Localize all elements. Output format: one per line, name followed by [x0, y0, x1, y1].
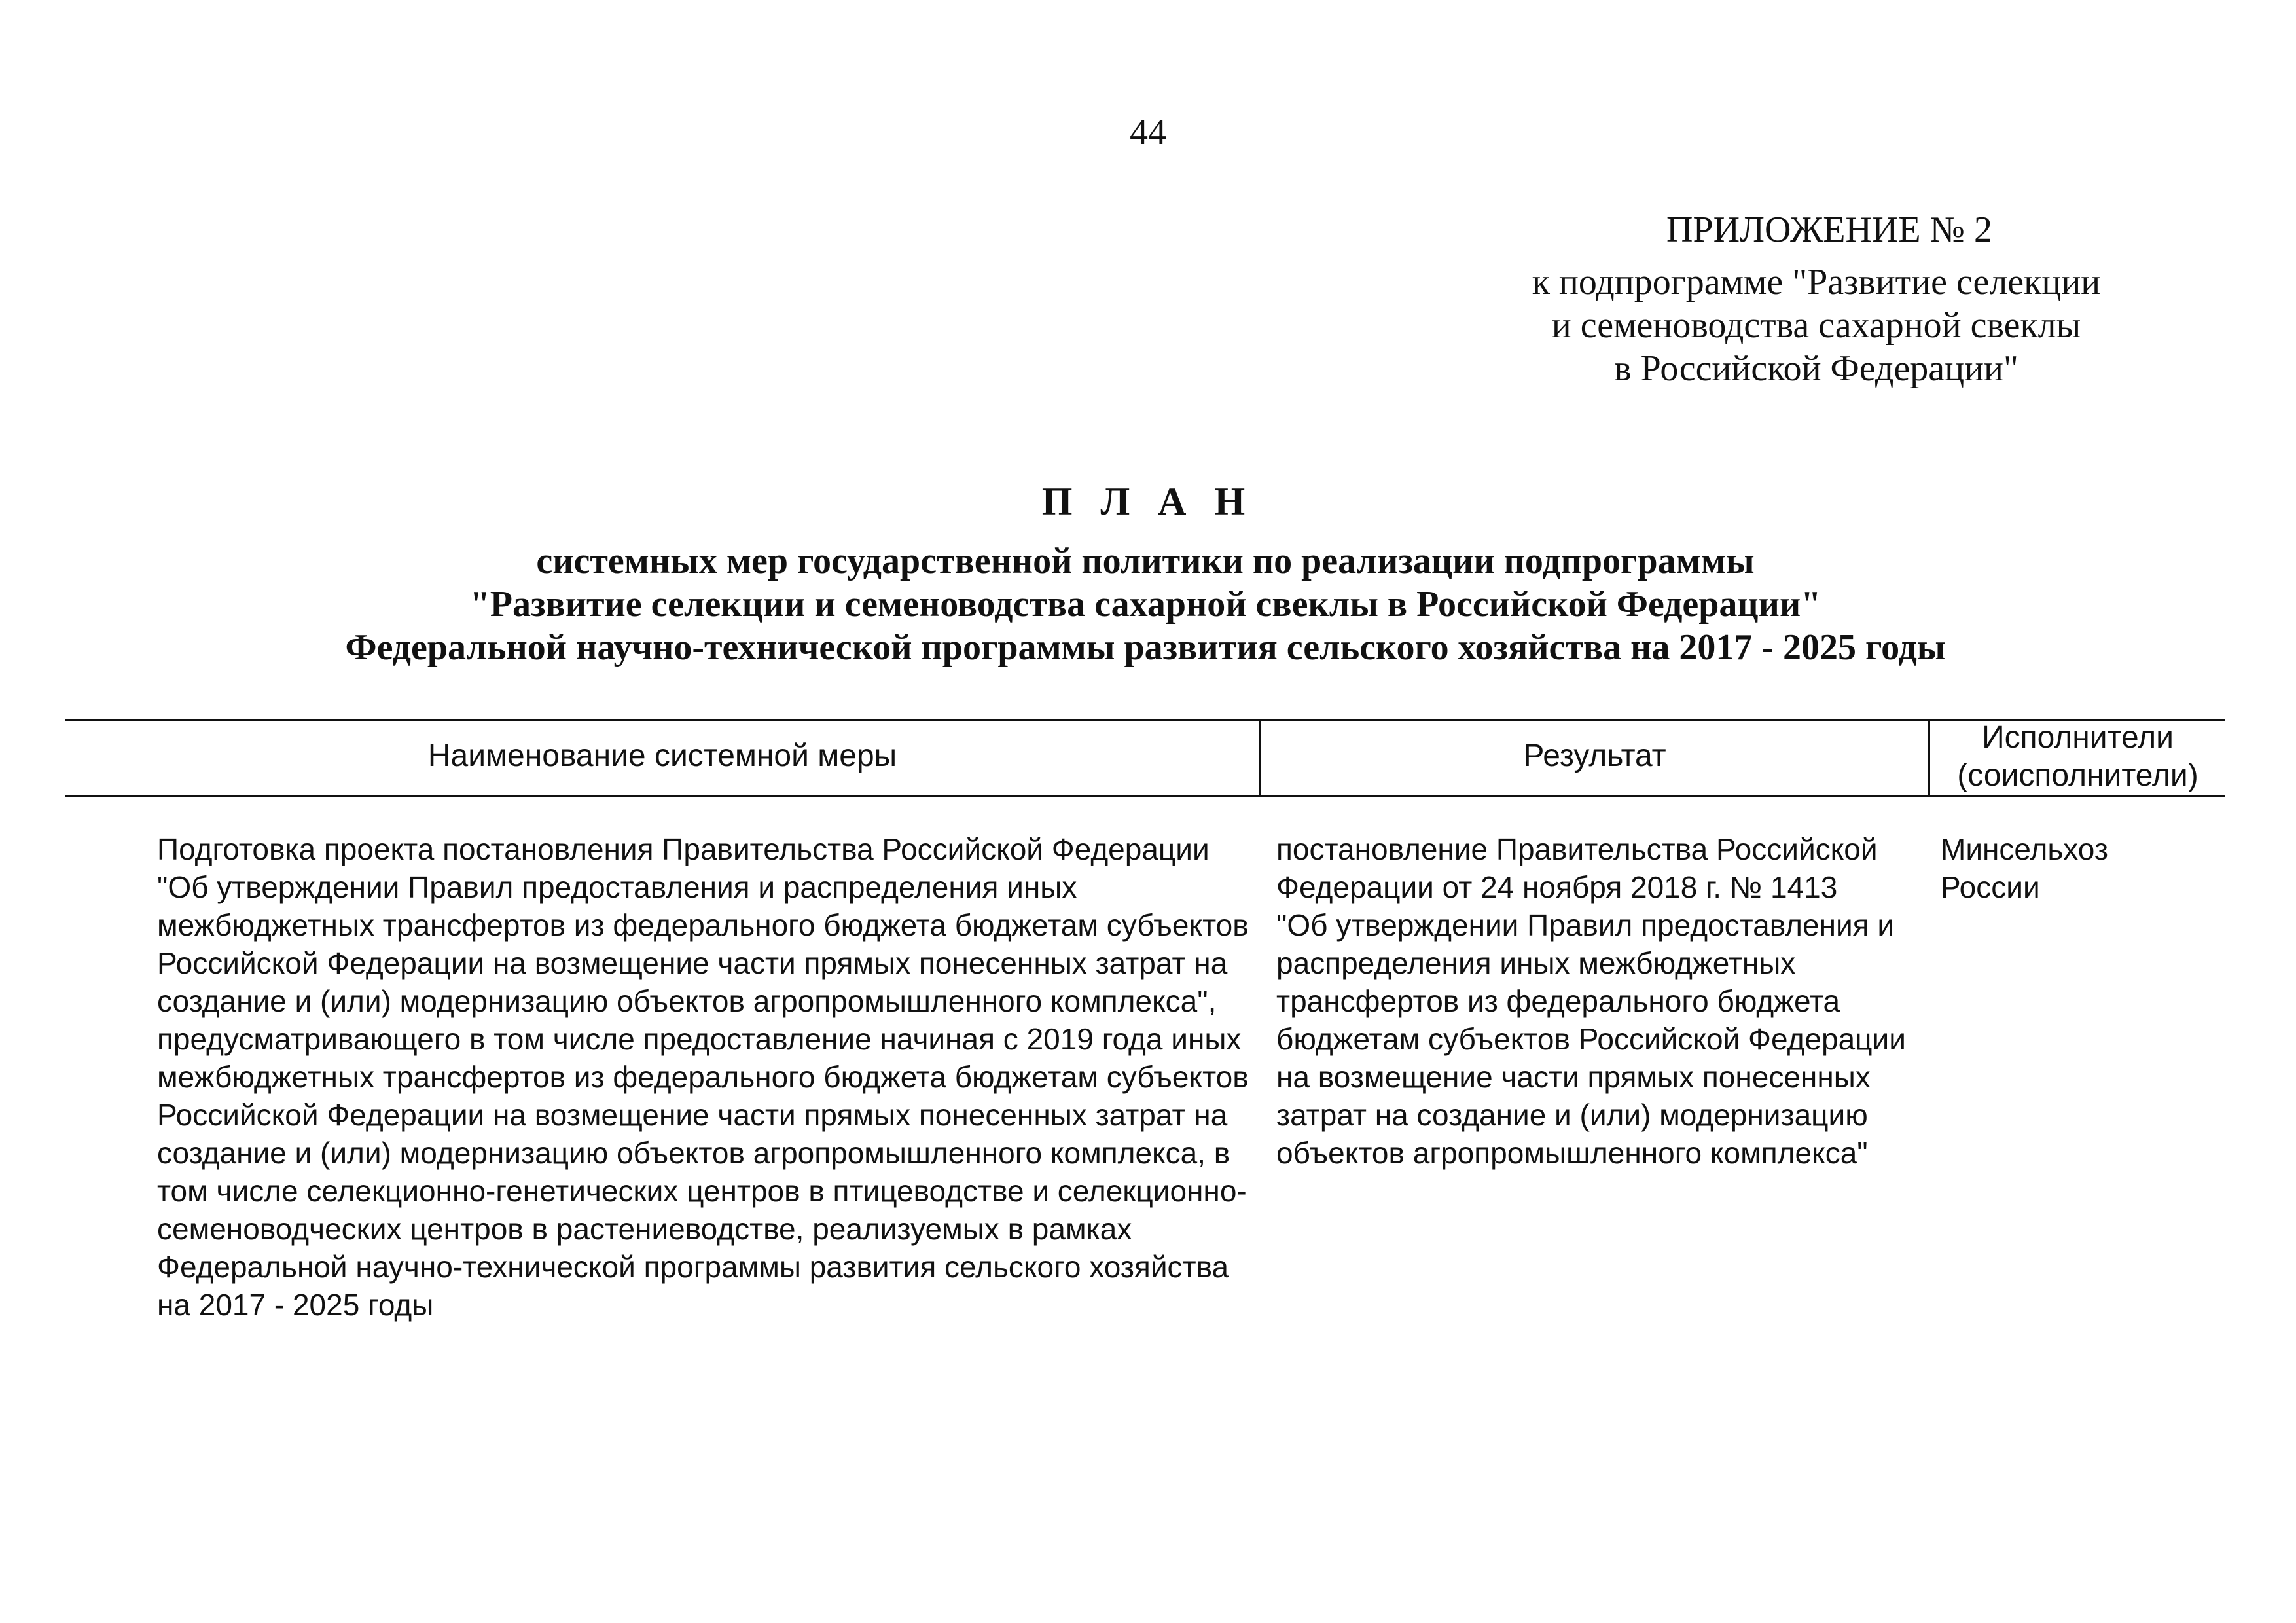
- table-cell-executors: Минсельхоз России: [1941, 832, 2108, 904]
- column-header-result: Результат: [1523, 739, 1666, 773]
- column-header-executors-line-1: Исполнители: [1982, 720, 2174, 755]
- plan-subtitle-line-1: системных мер государственной политики по реализации подпрограммы: [536, 541, 1755, 581]
- plan-subtitle-line-2: "Развитие селекции и семеноводства сахарной свеклы в Российской Федерации": [469, 584, 1821, 625]
- plan-title-text: П Л А Н: [1041, 480, 1255, 523]
- page-number: 44: [1130, 112, 1166, 153]
- table-top-rule: [65, 719, 2225, 721]
- column-header-measure: Наименование системной меры: [427, 739, 897, 773]
- column-header-executors: [1930, 719, 2225, 795]
- plan-subtitle-line-3: Федеральной научно-технической программы развития сельского хозяйства на 2017 - 2025 годы: [345, 627, 1946, 668]
- appendix-number: ПРИЛОЖЕНИЕ № 2: [1666, 210, 1992, 250]
- column-header-executors-line-2: (соисполнители): [1957, 758, 2198, 793]
- appendix-line-1: к подпрограмме "Развитие селекции: [1532, 262, 2101, 302]
- appendix-line-3: в Российской Федерации": [1614, 348, 2018, 389]
- plan-subtitle: [196, 539, 2094, 669]
- appendix-header: [1460, 208, 2173, 390]
- table-header-bottom-rule: [65, 795, 2225, 797]
- appendix-line-2: и семеноводства сахарной свеклы: [1551, 305, 2081, 346]
- table-cell-measure: Подготовка проекта постановления Правительства Российской Федерации "Об утверждении Правил предоставления и распределения иных межбюджетных трансфертов из федерального бюджета бюджетам субъектов Российской Федерации на возмещение части прямых понесенных затрат на создание и (или) модернизацию объектов агропромышленного комплекса", предусматривающего в том числе предоставление начиная с 2019 года иных межбюджетных трансфертов из федерального бюджета бюджетам субъектов Российской Федерации на возмещение части прямых понесенных затрат на создание и (или) модернизацию объектов агропромышленного комплекса, в том числе селекционно-генетических центров в птицеводстве и селекционно- семеноводческих центров в растениеводстве, реализуемых в рамках Федеральной научно-технической программы развития сельского хозяйства на 2017 - 2025 годы: [157, 832, 1249, 1322]
- plan-title: [0, 478, 2296, 525]
- table-cell-result: постановление Правительства Российской Федерации от 24 ноября 2018 г. № 1413 "Об утверждении Правил предоставления и распределения иных межбюджетных трансфертов из федерального бюджета бюджетам субъектов Российской Федерации на возмещение части прямых понесенных затрат на создание и (или) модернизацию объектов агропромышленного комплекса": [1276, 832, 1906, 1170]
